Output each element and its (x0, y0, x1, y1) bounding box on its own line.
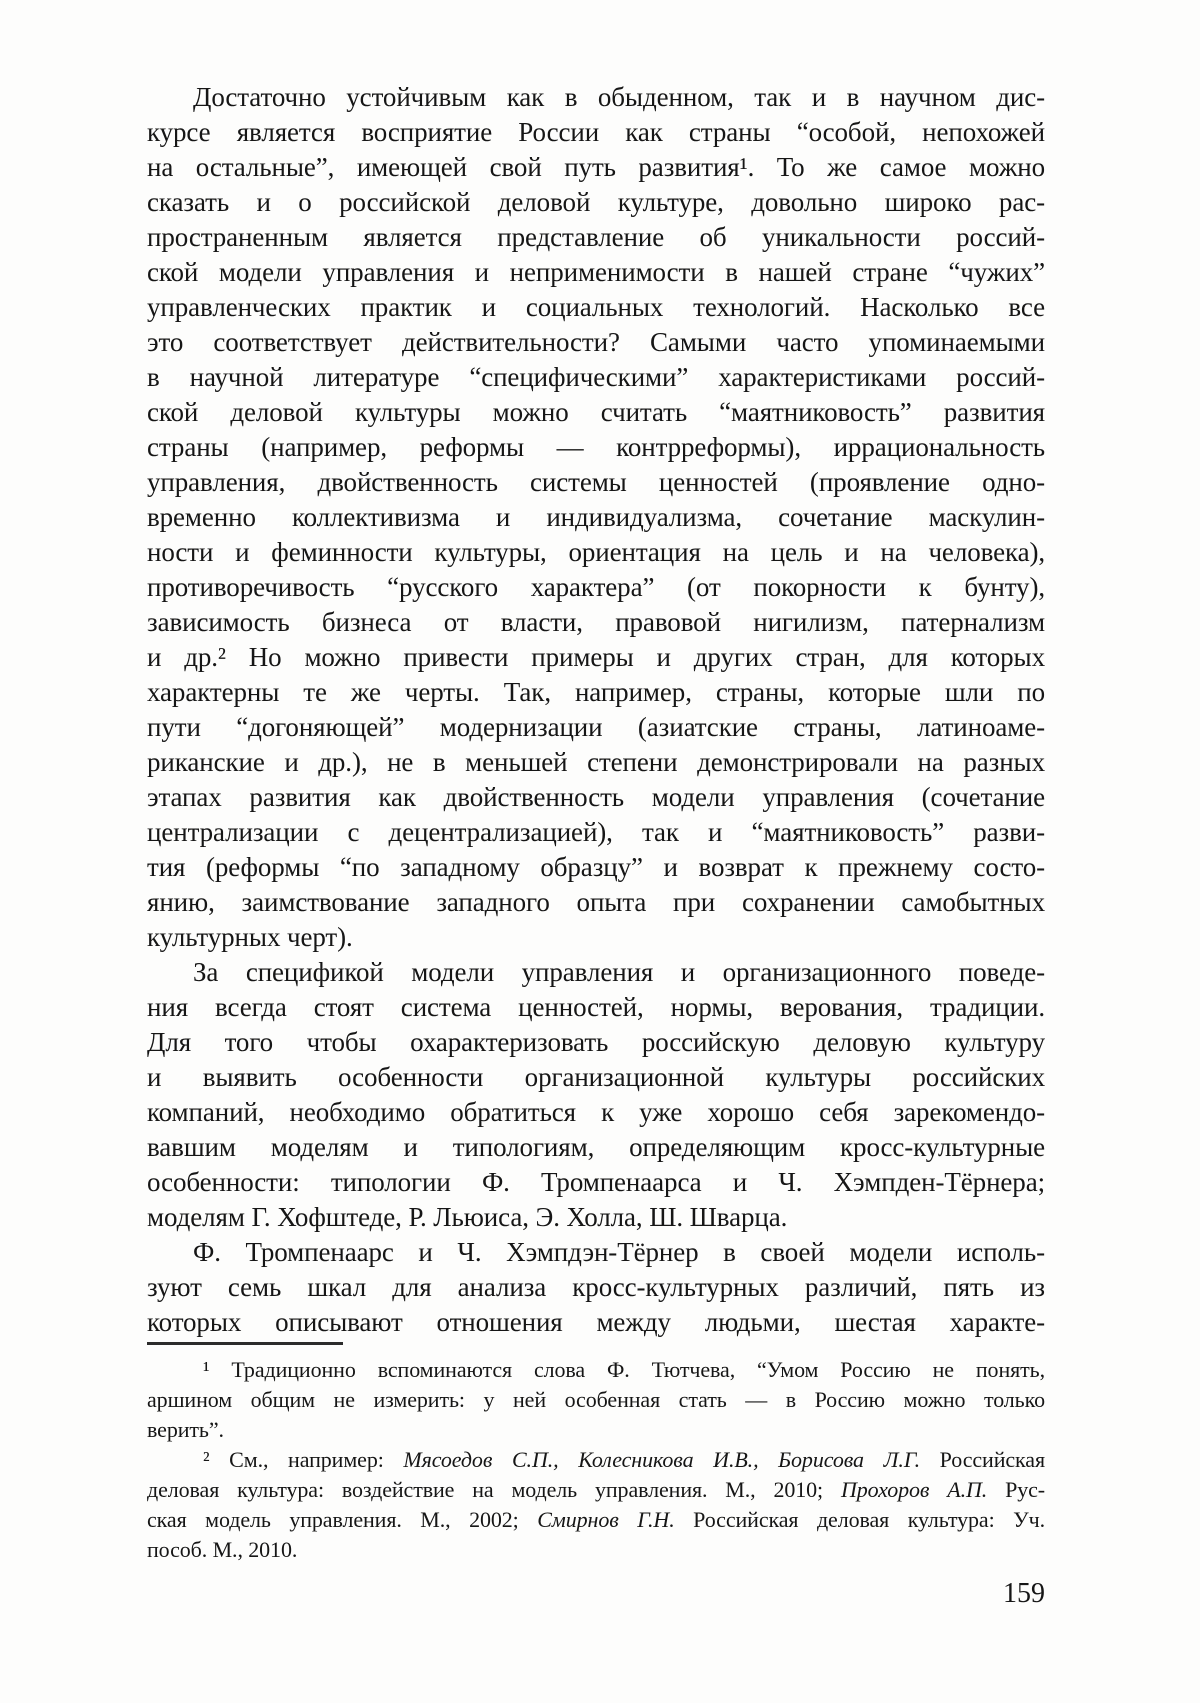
paragraph (147, 1235, 1045, 1340)
text-line: моделям Г. Хофштеде, Р. Льюиса, Э. Холла, Ш. Шварца. (147, 1202, 788, 1232)
text-line: Ф. Тромпенаарс и Ч. Хэмпдэн-Тёрнер в своей модели исполь- (193, 1237, 1045, 1267)
body-text (147, 80, 1045, 1340)
footnote-text: верить”. (147, 1417, 224, 1442)
text-line: янию, заимствование западного опыта при сохранении самобытных (147, 887, 1045, 917)
text-line: тия (реформы “по западному образцу” и возврат к прежнему состо- (147, 852, 1045, 882)
text-line: риканские и др.), не в меньшей степени демонстрировали на разных (147, 747, 1045, 777)
text-line: культурных черт). (147, 922, 353, 952)
text-line: противоречивость “русского характера” (от покорности к бунту), (147, 572, 1045, 602)
footnote-separator (147, 1342, 343, 1345)
text-line: централизации с децентрализацией), так и “маятниковость” разви- (147, 817, 1045, 847)
footnote-line (147, 1355, 1045, 1385)
footnote (147, 1445, 1045, 1565)
footnote-line (147, 1385, 1045, 1415)
text-line: ния всегда стоят система ценностей, нормы, верования, традиции. (147, 992, 1045, 1022)
paragraph (147, 955, 1045, 1235)
text-line: управления, двойственность системы ценностей (проявление одно- (147, 467, 1045, 497)
text-line: вавшим моделям и типологиям, определяющим кросс-культурные (147, 1132, 1045, 1162)
text-line: Достаточно устойчивым как в обыденном, так и в научном дис- (193, 82, 1045, 112)
text-line: на остальные”, имеющей свой путь развития¹. То же самое можно (147, 152, 1045, 182)
footnote-text: ¹ Традиционно вспоминаются слова Ф. Тютчева, “Умом Россию не понять, (203, 1357, 1045, 1382)
text-line: За спецификой модели управления и организационного поведе- (193, 957, 1045, 987)
footnote-line (147, 1505, 1045, 1535)
footnote-text: аршином общим не измерить: у ней особенная стать — в Россию можно только (147, 1387, 1045, 1412)
text-line: зависимость бизнеса от власти, правовой нигилизм, патернализм (147, 607, 1045, 637)
footnote-line (147, 1415, 1045, 1445)
text-line: это соответствует действительности? Самыми часто упоминаемыми (147, 327, 1045, 357)
footnote-text: ² См., например: (203, 1447, 404, 1472)
text-line: и др.² Но можно привести примеры и других стран, для которых (147, 642, 1045, 672)
footnote-author-ref: Смирнов Г.Н. (537, 1507, 675, 1532)
text-line: Для того чтобы охарактеризовать российскую деловую культуру (147, 1027, 1045, 1057)
text-line: страны (например, реформы — контрреформы), иррациональность (147, 432, 1045, 462)
footnote-text: пособ. М., 2010. (147, 1537, 298, 1562)
text-line: временно коллективизма и индивидуализма, сочетание маскулин- (147, 502, 1045, 532)
footnote-text: ская модель управления. М., 2002; (147, 1507, 538, 1532)
text-line: курсе является восприятие России как страны “особой, непохожей (147, 117, 1045, 147)
footnote-line (147, 1475, 1045, 1505)
paragraph (147, 80, 1045, 955)
text-line: которых описывают отношения между людьми, шестая характе- (147, 1307, 1045, 1337)
text-line: особенности: типологии Ф. Тромпенаарса и Ч. Хэмпден-Тёрнера; (147, 1167, 1045, 1197)
footnote-text: Российская (920, 1447, 1045, 1472)
footnote-text: деловая культура: воздействие на модель управления. М., 2010; (147, 1477, 841, 1502)
text-line: ности и феминности культуры, ориентация на цель и на человека), (147, 537, 1045, 567)
footnote-line (147, 1535, 1045, 1565)
footnote-text: Российская деловая культура: Уч. (674, 1507, 1045, 1532)
footnote-author-ref: Прохоров А.П. (840, 1477, 988, 1502)
text-line: ской деловой культуры можно считать “маятниковость” развития (147, 397, 1045, 427)
footnotes (147, 1355, 1045, 1565)
text-line: ской модели управления и неприменимости в нашей стране “чужих” (147, 257, 1045, 287)
text-line: компаний, необходимо обратиться к уже хорошо себя зарекомендо- (147, 1097, 1045, 1127)
footnote-line (147, 1445, 1045, 1475)
text-line: пути “догоняющей” модернизации (азиатские страны, латиноаме- (147, 712, 1045, 742)
text-line: пространенным является представление об уникальности россий- (147, 222, 1045, 252)
footnote-text: Рус- (987, 1477, 1045, 1502)
page-number: 159 (1003, 1578, 1045, 1609)
text-line: этапах развития как двойственность модели управления (сочетание (147, 782, 1045, 812)
text-line: характерны те же черты. Так, например, страны, которые шли по (147, 677, 1045, 707)
text-line: управленческих практик и социальных технологий. Насколько все (147, 292, 1045, 322)
text-line: и выявить особенности организационной культуры российских (147, 1062, 1045, 1092)
text-line: сказать и о российской деловой культуре, довольно широко рас- (147, 187, 1045, 217)
text-line: зуют семь шкал для анализа кросс-культурных различий, пять из (147, 1272, 1045, 1302)
footnote (147, 1355, 1045, 1445)
text-line: в научной литературе “специфическими” характеристиками россий- (147, 362, 1045, 392)
footnote-author-ref: Мясоедов С.П., Колесникова И.В., Борисова Л.Г. (403, 1447, 920, 1472)
page-content (147, 80, 1045, 1565)
